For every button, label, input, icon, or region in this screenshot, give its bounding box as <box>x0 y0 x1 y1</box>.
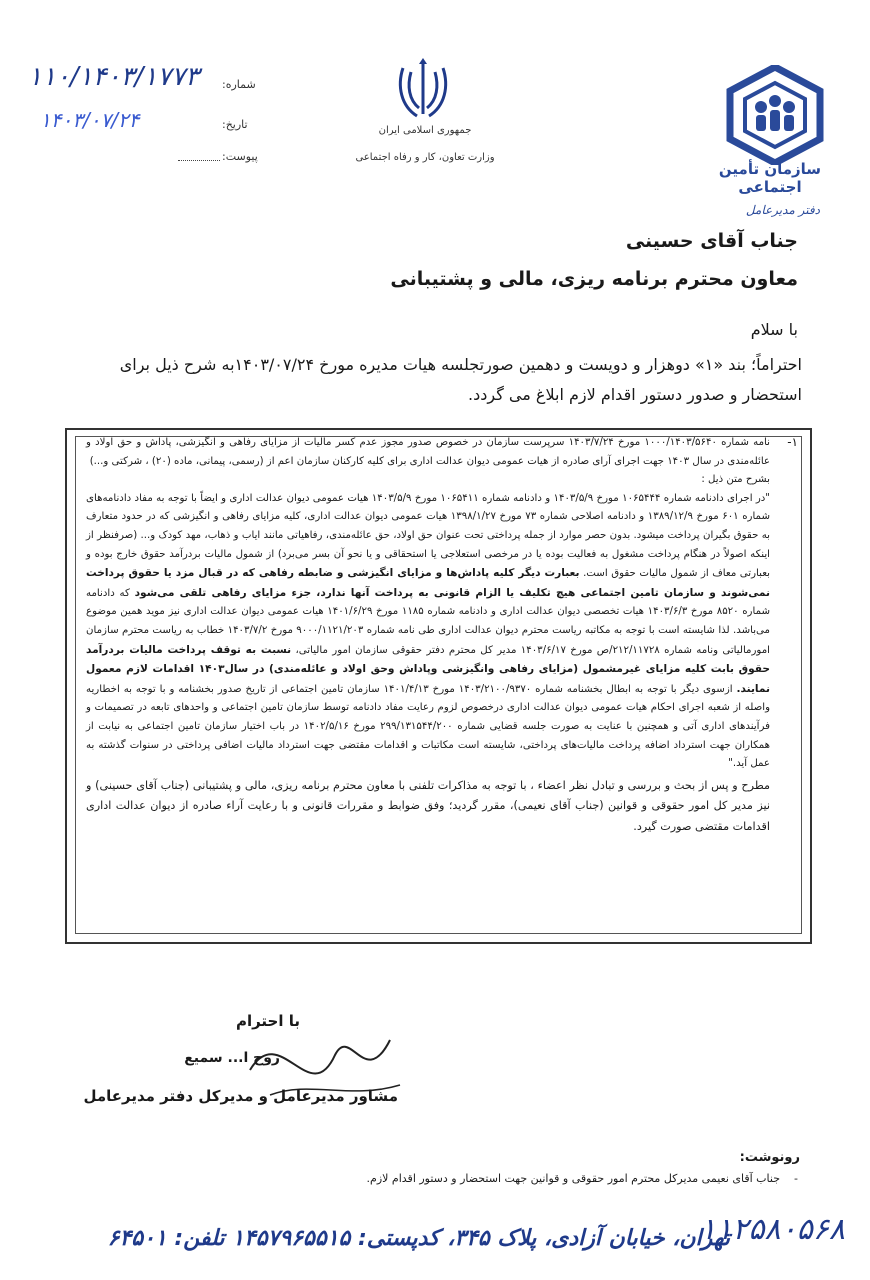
footer-code: ۱۱۲۵۸۰۵۶۸ <box>700 1212 846 1247</box>
quoted-part-3: ازسوی دیگر با توجه به ابطال بخشنامه شماره ۱۴۰۳/۲۱۰۰/۹۳۷۰ مورخ ۱۴۰۱/۴/۱۳ سازمان تامین اجتماعی از تاریخ صدور بخشنامه و با توجه به اخطاریه واصله از شعبه اجرای احکام هیات عمومی دیوان عدالت اداری درخصوص لزوم رعایت مفاد دادنامه توسط سازمان تامین اجتماعی و واحدهای تابعه در تصمیمات و فرآیندهای اداری آتی و همچنین با عنایت به صورت جلسه قضایی شماره ۲۹۹/۱۳۱۵۴۴/۲۰۰ مورخ ۱۴۰۲/۵/۱۶ در باب اختیار سازمان تامین اجتماعی به نیابت از همکاران جهت استرداد اضافه پرداخت مالیات‌های پرداختی، شایسته است مکاتبات و اقدامات مقتضی جهت استرداد مالیات اضافی پرداختی در سنوات گذشته به عمل آید." <box>86 683 770 770</box>
resolution-quoted-text <box>86 490 770 774</box>
cc-item: جناب آقای نعیمی مدیرکل محترم امور حقوقی و قوانین جهت استحضار و دستور اقدام لازم. <box>366 1172 780 1185</box>
resolution-decision: مطرح و پس از بحث و بررسی و تبادل نظر اعضاء ، با توجه به مذاکرات تلفنی با معاون محترم برنامه ریزی، مالی و پشتیبانی (جناب آقای حسینی) و نیز مدیر کل امور حقوقی و قوانین (جناب آقای نعیمی)، مقرر گردید؛ وفق ضوابط و مقررات قانونی و با رعایت آراء صادره از دیوان عدالت اداری اقدامات مقتضی صورت گیرد. <box>86 778 770 833</box>
signatory-name: روح ا... سمیع <box>184 1050 280 1066</box>
addressee-title: معاون محترم برنامه ریزی، مالی و پشتیبانی <box>390 268 798 290</box>
signatory-title: مشاور مدیرعامل و مدیرکل دفتر مدیرعامل <box>83 1087 398 1105</box>
emblem-caption-ministry: وزارت تعاون، کار و رفاه اجتماعی <box>355 152 495 163</box>
date-label: تاریخ: <box>222 118 248 131</box>
cc-label: رونوشت: <box>739 1150 800 1165</box>
attachment-line <box>178 160 220 161</box>
attachment-label: پیوست: <box>222 150 258 163</box>
number-label: شماره: <box>222 78 256 91</box>
emblem-caption-country: جمهوری اسلامی ایران <box>378 125 472 136</box>
letter-date-value: ۱۴۰۳/۰۷/۲۴ <box>40 108 140 132</box>
cc-bullet: - <box>794 1172 798 1185</box>
signature-closing: با احترام <box>235 1012 300 1030</box>
quoted-part-2: که دادنامه شماره ۸۵۲۰ مورخ ۱۴۰۳/۶/۳ هیات تخصصی دیوان عدالت اداری و دادنامه شماره ۱۱۸۵ مورخ ۱۴۰۱/۶/۲۹ هیات عمومی دیوان عدالت اداری نیز موید همین موضوع می‌باشد. لذا شایسته است با توجه به مکاتبه ریاست محترم دیوان عدالت اداری طی نامه شماره ۹۰۰۰/۱۱۲۱/۲۰۳ مورخ ۱۴۰۳/۷/۲ خطاب به ریاست محترم سازمان امورمالیاتی ونامه شماره ۲۱۲/۱۱۷۲۸/ص مورخ ۱۴۰۳/۶/۱۷ مدیر کل محترم دفتر حقوقی سازمان امور مالیاتی، <box>86 587 771 656</box>
resolution-text <box>86 434 770 837</box>
resolution-text-intro: بشرح متن ذیل : <box>701 474 770 486</box>
iran-emblem-icon <box>395 58 451 120</box>
office-tag: دفتر مدیرعامل <box>745 203 820 217</box>
logo-text: سازمان تأمین اجتماعی <box>718 160 822 196</box>
footer-address: تهران، خیابان آزادی، پلاک ۳۴۵، کدپستی: ۱۴۵۷۹۶۵۵۱۵ تلفن: ۶۴۵۰۱ <box>107 1226 730 1251</box>
resolution-subject: نامه شماره ۱۰۰۰/۱۴۰۳/۵۶۴۰ مورخ ۱۴۰۳/۷/۲۴ سرپرست سازمان در خصوص صدور مجوز عدم کسر مالیات از مزایای رفاهی و انگیزشی، پاداش و حق اولاد و عائله‌مندی در سال ۱۴۰۳ جهت اجرای آرای صادره از هیات عمومی دیوان عدالت اداری برای کلیه کارکنان سازمان اعم از (رسمی، پیمانی، ماده (۲۰) ، شرکتی و...) <box>86 437 770 467</box>
resolution-item-number: ۱- <box>787 435 798 449</box>
intro-paragraph: احتراماً؛ بند «۱» دوهزار و دویست و دهمین صورتجلسه هیات مدیره مورخ ۱۴۰۳/۰۷/۲۴به شرح ذیل برای استحضار و صدور دستور اقدام لازم ابلاغ می گردد. <box>119 355 802 404</box>
quoted-part-1: "در اجرای دادنامه شماره ۱۰۶۵۴۴۴ مورخ ۱۴۰۳/۵/۹ و دادنامه شماره ۱۰۶۵۴۱۱ مورخ ۱۴۰۳/۵/۹ هیات عمومی دیوان عدالت اداری و ایضاً با توجه به مفاد دادنامه‌های شماره ۶۰۱ مورخ ۱۳۸۹/۱۲/۹ و دادنامه اصلاحی شماره ۷۳ مورخ ۱۳۹۸/۱/۲۷ هیات عمومی دیوان عدالت اداری، کلیه مزایای رفاهی و انگیزشی که در حدود متعارف به حقوق بگیران پرداخت میشود. بدون حصر موارد از جمله پرداختی تحت عنوان حق اولاد، حق عائله‌مندی، رفاهیاتی مانند ایاب و ذهاب، مهد کودک و... (صرفنظر از اینکه اصولاً در هنگام پرداخت مشغول به فعالیت بوده یا در مرخصی استعلاجی یا استحقاقی و یا نحو آن بسر می‌برد) از شمول مالیات بردرآمد حقوق خارج بوده و بعبارتی معاف از شمول مالیات حقوق است. <box>86 492 770 580</box>
quoted-bold-2: نسبت به توقف پرداخت مالیات بردرآمد حقوق بابت کلیه مزایای غیرمشمول (مزایای رفاهی وانگیزشی وپاداش وحق اولاد و عائله‌مندی) در سال۱۴۰۳ اقدامات لازم معمول نمایند. <box>86 643 770 695</box>
quoted-bold-1: بعبارت دیگر کلیه پاداش‌ها و مزایای انگیزشی و ضابطه رفاهی که در قبال مزد یا حقوق پرداخت نمی‌شوند و سازمان تامین اجتماعی هیچ تکلیف یا الزام قانونی به پرداخت آنها ندارد، جزء مزایای رفاهی تلقی می‌شود <box>86 567 770 599</box>
salutation: با سلام <box>750 320 798 339</box>
addressee-name: جناب آقای حسینی <box>625 230 798 252</box>
letter-number-value: ۱۱۰/۱۴۰۳/۱۷۷۳ <box>28 62 200 92</box>
social-security-logo-icon <box>725 65 825 165</box>
